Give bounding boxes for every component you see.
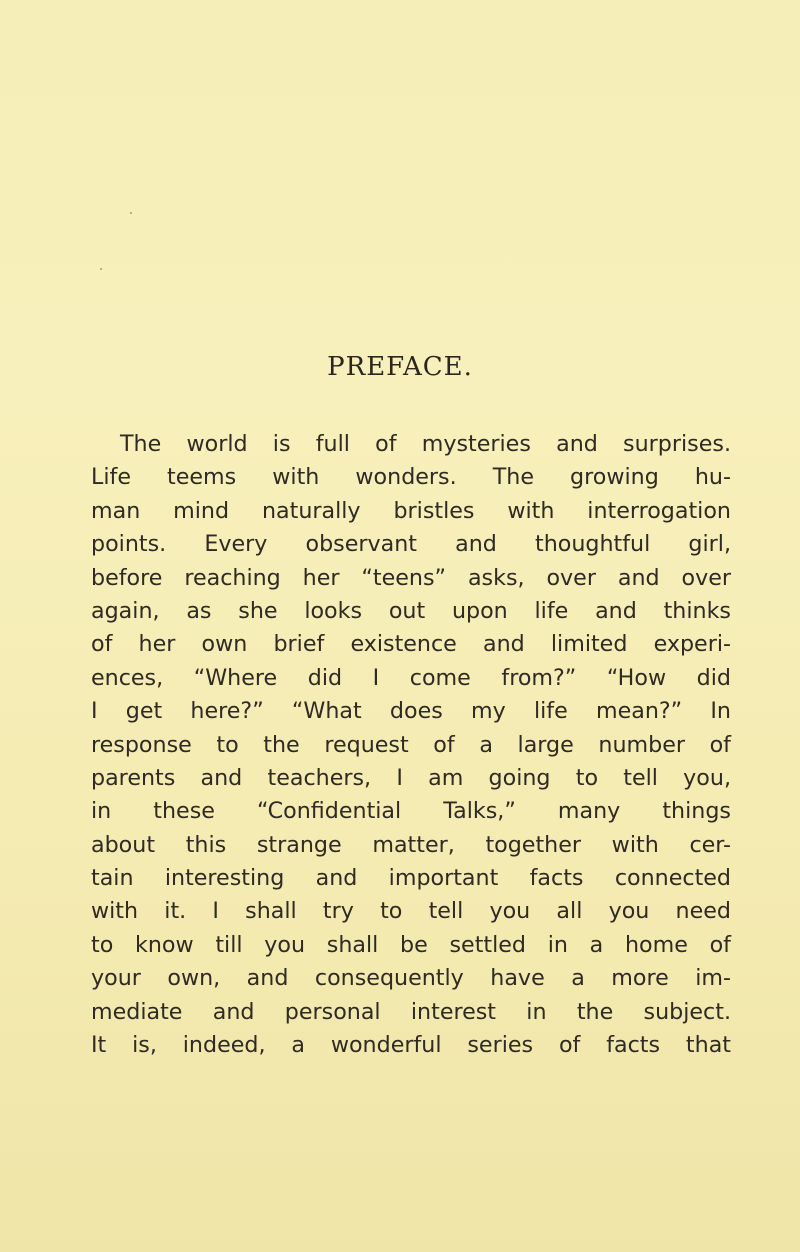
text-line: mediate and personal interest in the subject. — [91, 998, 731, 1025]
text-line: to know till you shall be settled in a home of — [91, 931, 731, 958]
text-line: Life teems with wonders. The growing hu- — [91, 464, 731, 491]
text-line: in these “Confidential Talks,” many things — [91, 798, 731, 825]
text-line: ences, “Where did I come from?” “How did — [91, 664, 731, 691]
text-line: tain interesting and important facts connected — [91, 865, 731, 892]
page-heading: PREFACE. — [327, 352, 473, 382]
text-line: I get here?” “What does my life mean?” In — [91, 698, 731, 725]
text-line: man mind naturally bristles with interrogation — [91, 497, 731, 524]
text-line: about this strange matter, together with cer- — [91, 831, 731, 858]
text-line: of her own brief existence and limited experi- — [91, 631, 731, 658]
preface-paragraph — [91, 428, 731, 1062]
text-line: response to the request of a large number of — [91, 731, 731, 758]
text-line: your own, and consequently have a more im- — [91, 965, 731, 992]
text-line: again, as she looks out upon life and thinks — [91, 597, 731, 624]
paper-speck — [130, 212, 132, 214]
text-line: It is, indeed, a wonderful series of facts that — [91, 1032, 731, 1059]
paper-speck — [100, 268, 102, 270]
text-line: before reaching her “teens” asks, over and over — [91, 564, 731, 591]
text-line: points. Every observant and thoughtful girl, — [91, 531, 731, 558]
text-line: The world is full of mysteries and surprises. — [120, 431, 731, 457]
text-line: with it. I shall try to tell you all you need — [91, 898, 731, 925]
text-line: parents and teachers, I am going to tell you, — [91, 764, 731, 791]
